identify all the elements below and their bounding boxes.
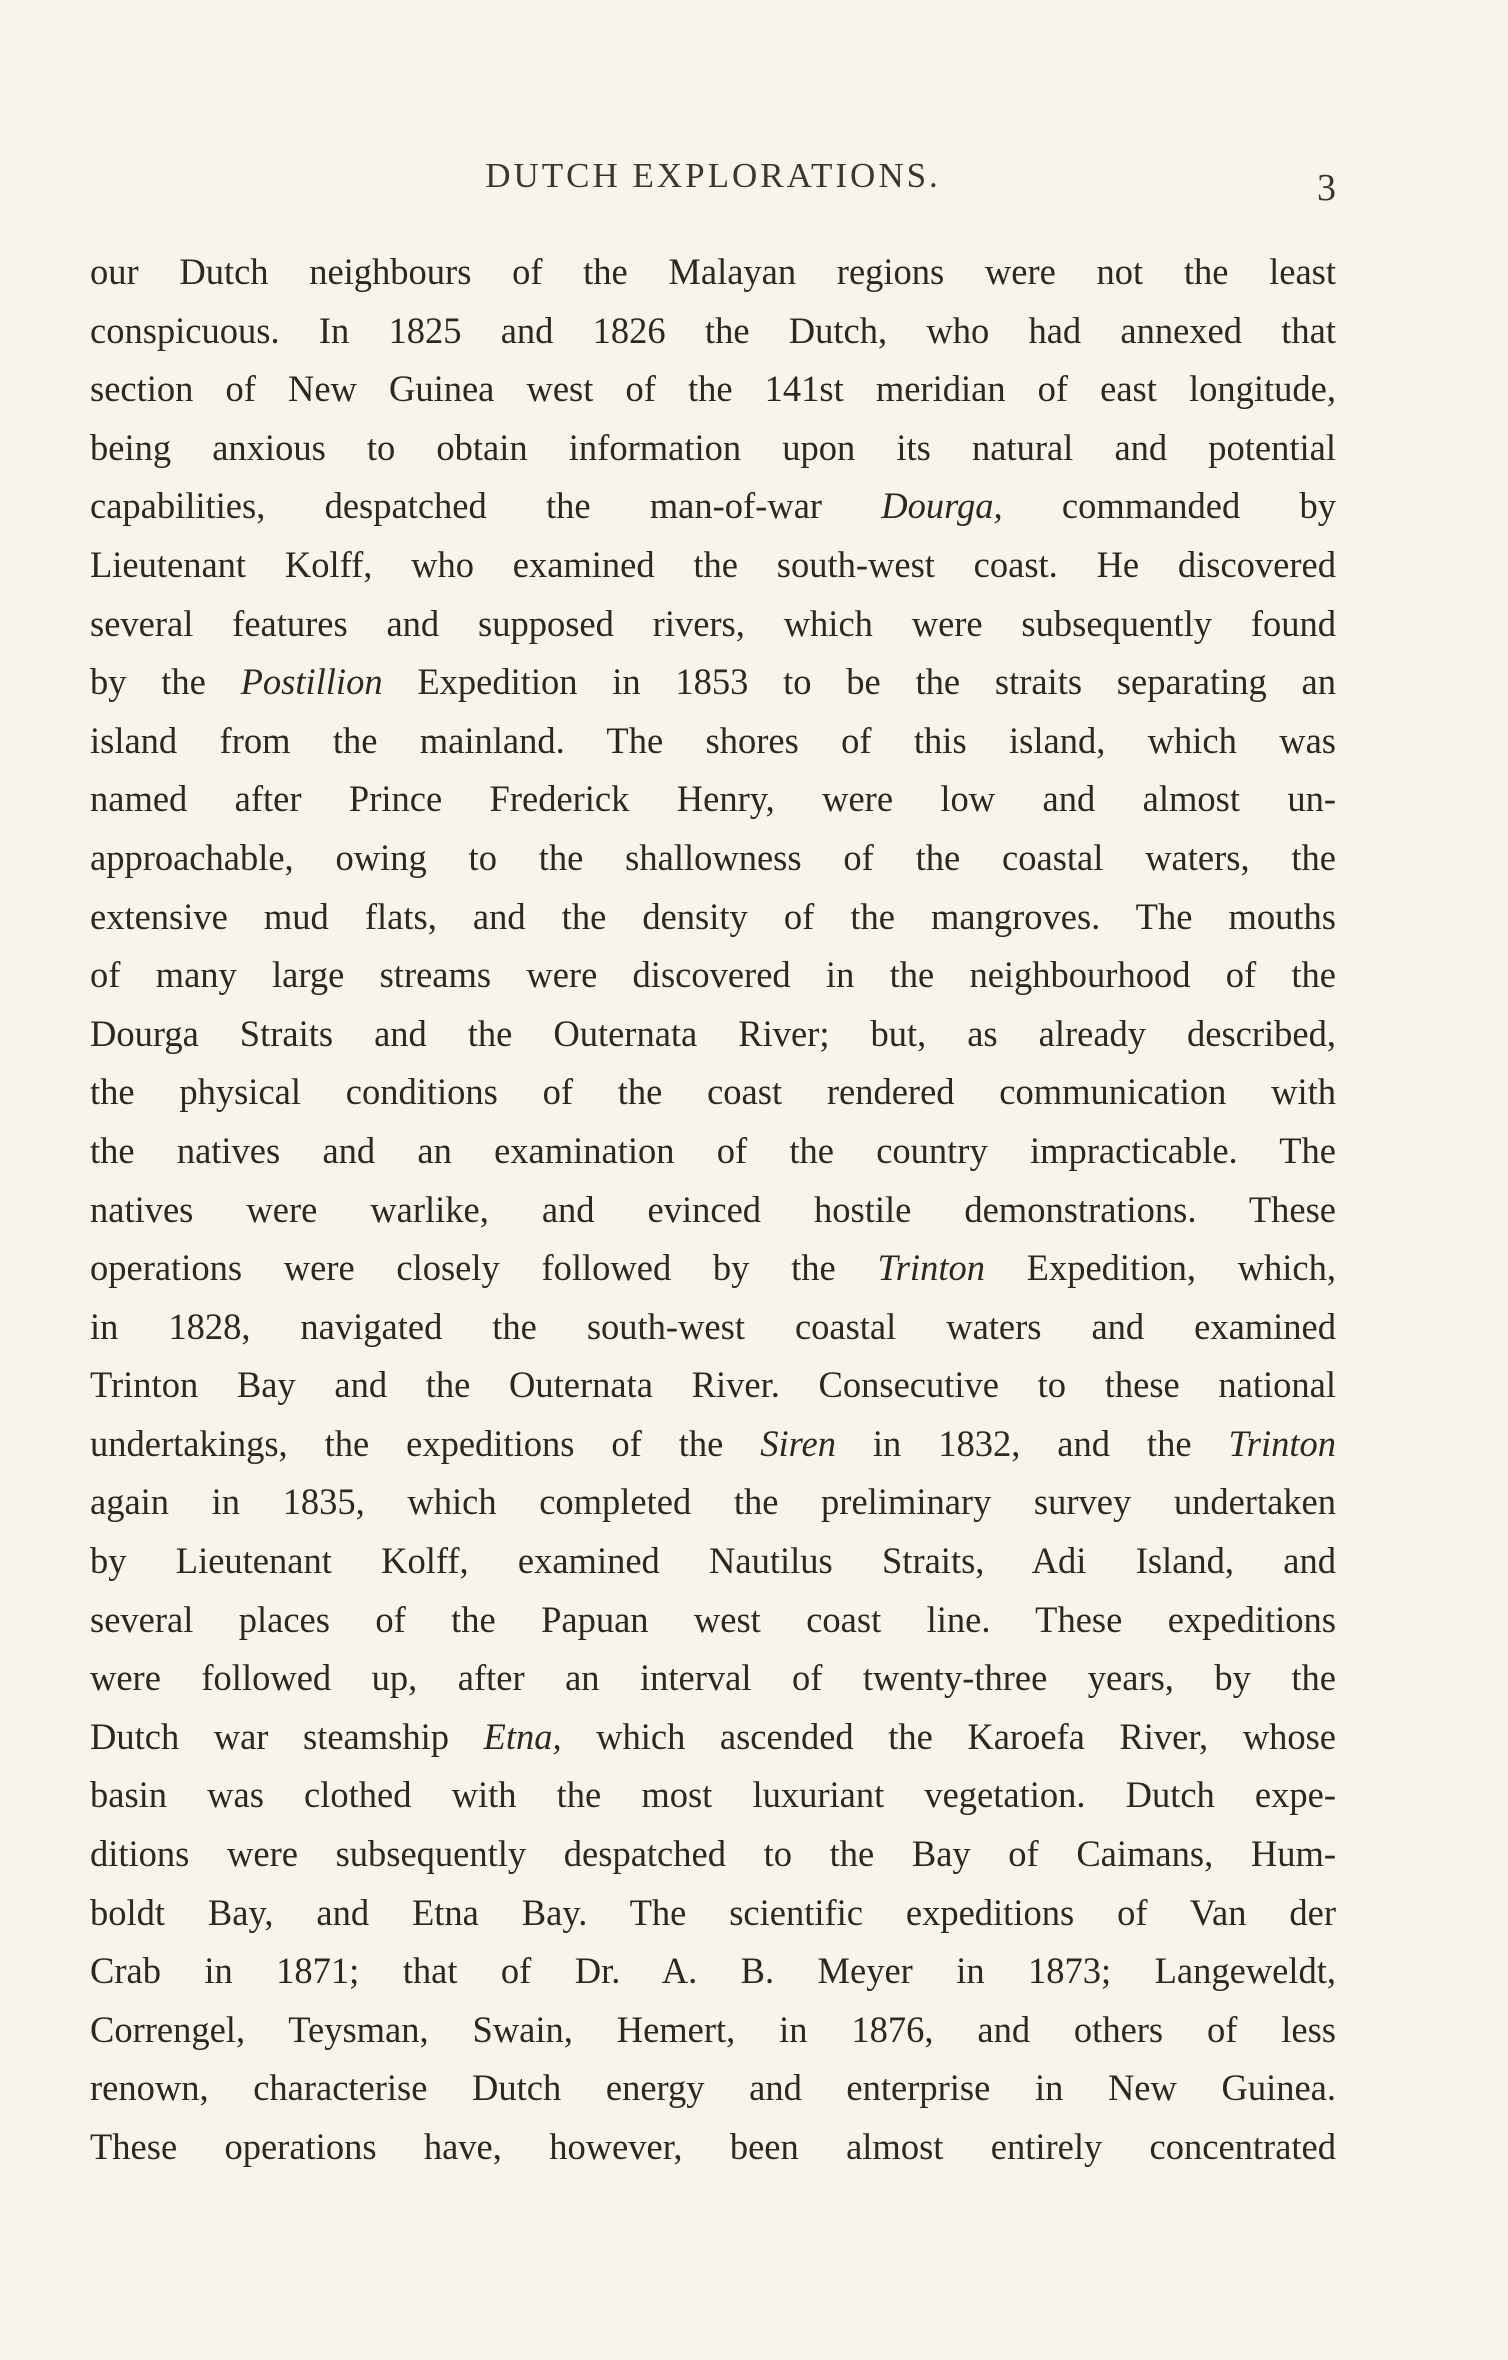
running-head	[90, 156, 1336, 209]
text-line: by Lieutenant Kolff, examined Nautilus Straits, Adi Island, and	[90, 1540, 1336, 1582]
text-line: undertakings, the expeditions of the Siren in 1832, and the Trinton	[90, 1422, 1336, 1464]
text-line: renown, characterise Dutch energy and enterprise in New Guinea.	[90, 2067, 1336, 2109]
ship-name: Etna,	[483, 1715, 562, 1757]
text-line: again in 1835, which completed the preliminary survey undertaken	[90, 1481, 1336, 1523]
page-number: 3	[1317, 167, 1336, 209]
ship-name: Postillion	[240, 661, 383, 703]
text-line: These operations have, however, been almost entirely concentrated	[90, 2126, 1336, 2167]
text-line: section of New Guinea west of the 141st meridian of east longitude,	[90, 368, 1336, 410]
body-text	[90, 243, 1336, 2177]
text-line: natives were warlike, and evinced hostile demonstrations. These	[90, 1188, 1336, 1230]
text-line: approachable, owing to the shallowness of the coastal waters, the	[90, 836, 1336, 878]
text-line: capabilities, despatched the man-of-war Dourga, commanded by	[90, 485, 1336, 527]
ship-name: Dourga,	[881, 485, 1003, 527]
text-line: in 1828, navigated the south-west coastal waters and examined	[90, 1305, 1336, 1347]
chapter-title: DUTCH EXPLORATIONS.	[485, 156, 941, 195]
text-line: several features and supposed rivers, which were subsequently found	[90, 602, 1336, 644]
text-line: several places of the Papuan west coast line. These expeditions	[90, 1598, 1336, 1640]
ship-name: Trinton	[1228, 1422, 1336, 1464]
text-line: Trinton Bay and the Outernata River. Consecutive to these national	[90, 1364, 1336, 1406]
text-line: basin was clothed with the most luxuriant vegetation. Dutch expe-	[90, 1774, 1336, 1816]
text-line: the natives and an examination of the country impracticable. The	[90, 1129, 1336, 1171]
text-line: Lieutenant Kolff, who examined the south-west coast. He discovered	[90, 543, 1336, 585]
text-line: by the Postillion Expedition in 1853 to be the straits separating an	[90, 661, 1336, 703]
text-line: Dutch war steamship Etna, which ascended the Karoefa River, whose	[90, 1715, 1336, 1757]
text-line: named after Prince Frederick Henry, were low and almost un-	[90, 778, 1336, 820]
text-line: ditions were subsequently despatched to the Bay of Caimans, Hum-	[90, 1833, 1336, 1875]
text-line: were followed up, after an interval of twenty-three years, by the	[90, 1657, 1336, 1699]
text-line: Correngel, Teysman, Swain, Hemert, in 1876, and others of less	[90, 2008, 1336, 2050]
text-line: the physical conditions of the coast rendered communication with	[90, 1071, 1336, 1113]
text-line: island from the mainland. The shores of this island, which was	[90, 719, 1336, 761]
text-line: Dourga Straits and the Outernata River; but, as already described,	[90, 1012, 1336, 1054]
text-line: Crab in 1871; that of Dr. A. B. Meyer in 1873; Langeweldt,	[90, 1950, 1336, 1992]
text-line: conspicuous. In 1825 and 1826 the Dutch, who had annexed that	[90, 309, 1336, 351]
text-line: operations were closely followed by the Trinton Expedition, which,	[90, 1247, 1336, 1289]
text-line: our Dutch neighbours of the Malayan regions were not the least	[90, 251, 1336, 292]
text-line: being anxious to obtain information upon its natural and potential	[90, 426, 1336, 468]
text-line: extensive mud flats, and the density of the mangroves. The mouths	[90, 895, 1336, 937]
text-line: boldt Bay, and Etna Bay. The scientific expeditions of Van der	[90, 1891, 1336, 1933]
text-line: of many large streams were discovered in the neighbourhood of the	[90, 954, 1336, 996]
ship-name: Siren	[760, 1422, 836, 1464]
ship-name: Trinton	[877, 1247, 985, 1289]
